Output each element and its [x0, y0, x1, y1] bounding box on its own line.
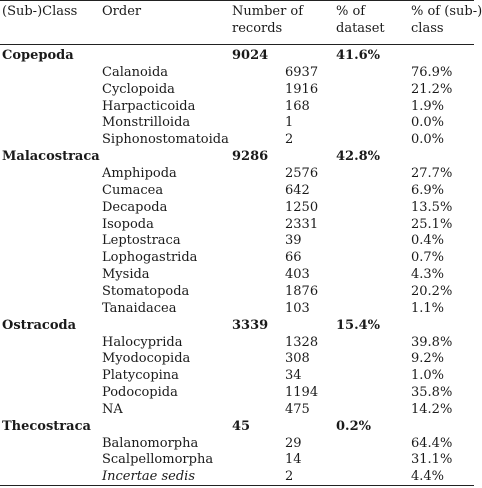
order-name: Balanomorpha	[102, 435, 199, 451]
order-records: 308	[285, 351, 310, 367]
order-records: 1	[285, 115, 294, 131]
order-pct-class: 27.7%	[411, 166, 453, 181]
order-name: Isopoda	[102, 216, 154, 232]
order-name: Halocyprida	[102, 334, 183, 350]
header-order: Order	[102, 4, 142, 19]
order-name: Calanoida	[102, 64, 169, 80]
order-records: 475	[285, 401, 310, 417]
order-name: Siphonostomatoida	[102, 132, 229, 148]
order-name: Lophogastrida	[102, 250, 198, 266]
order-records: 1194	[285, 385, 319, 400]
order-name: Cumacea	[102, 182, 164, 198]
header-pct-dataset-line1: % of	[336, 4, 366, 19]
order-pct-class: 76.9%	[411, 64, 453, 80]
order-pct-class: 1.9%	[411, 98, 445, 114]
order-pct-class: 4.4%	[411, 469, 445, 485]
order-records: 103	[285, 300, 310, 316]
order-records: 1876	[285, 283, 319, 299]
order-records: 14	[285, 452, 302, 468]
class-name: Copepoda	[2, 48, 74, 63]
order-pct-class: 14.2%	[411, 401, 453, 417]
order-pct-class: 25.1%	[411, 216, 453, 232]
order-name: Harpacticoida	[102, 98, 196, 114]
order-name: Monstrilloida	[102, 115, 191, 131]
header-pct-class-line2: class	[411, 21, 444, 36]
order-pct-class: 0.0%	[411, 115, 445, 131]
order-pct-class: 31.1%	[411, 452, 453, 468]
order-name: Cyclopoida	[102, 81, 175, 97]
order-pct-class: 9.2%	[411, 351, 445, 367]
header-pct-class-line1: % of (sub-)	[411, 4, 482, 19]
header-records-line2: records	[232, 21, 283, 36]
order-name: Mysida	[102, 267, 150, 283]
order-pct-class: 64.4%	[411, 435, 453, 451]
order-records: 6937	[285, 64, 319, 80]
order-pct-class: 0.7%	[411, 250, 445, 266]
order-name: Scalpellomorpha	[102, 452, 214, 468]
order-pct-class: 21.2%	[411, 81, 453, 97]
order-pct-class: 6.9%	[411, 182, 445, 198]
order-name: Platycopina	[102, 368, 179, 384]
order-name: Amphipoda	[102, 166, 177, 181]
header-records-line1: Number of	[232, 4, 304, 19]
order-pct-class: 1.1%	[411, 300, 445, 316]
top-rule	[0, 0, 474, 1]
bottom-rule	[0, 485, 474, 486]
order-name: Decapoda	[102, 199, 168, 215]
order-records: 1328	[285, 334, 319, 350]
class-records: 3339	[232, 317, 269, 333]
order-pct-class: 4.3%	[411, 267, 445, 283]
order-records: 403	[285, 267, 310, 283]
header-class: (Sub-)Class	[2, 4, 78, 19]
order-records: 2576	[285, 166, 319, 181]
order-records: 2	[285, 469, 294, 485]
class-name: Ostracoda	[2, 317, 77, 333]
order-name: NA	[102, 401, 123, 417]
class-pct-dataset: 41.6%	[336, 48, 381, 63]
class-records: 45	[232, 418, 251, 434]
order-pct-class: 20.2%	[411, 283, 453, 299]
order-name: Incertae sedis	[102, 469, 196, 485]
header-rule	[0, 44, 474, 45]
order-records: 34	[285, 368, 302, 384]
class-name: Malacostraca	[2, 149, 100, 165]
header-pct-dataset-line2: dataset	[336, 21, 385, 36]
order-name: Stomatopoda	[102, 283, 190, 299]
order-records: 39	[285, 233, 302, 249]
order-name: Leptostraca	[102, 233, 181, 249]
order-pct-class: 1.0%	[411, 368, 445, 384]
order-records: 2331	[285, 216, 319, 232]
order-records: 1916	[285, 81, 319, 97]
class-pct-dataset: 15.4%	[336, 317, 381, 333]
order-name: Myodocopida	[102, 351, 191, 367]
class-records: 9286	[232, 149, 269, 165]
class-name: Thecostraca	[2, 418, 91, 434]
order-records: 29	[285, 435, 302, 451]
order-records: 1250	[285, 199, 319, 215]
order-records: 642	[285, 182, 310, 198]
order-records: 2	[285, 132, 294, 148]
order-pct-class: 39.8%	[411, 334, 453, 350]
order-records: 66	[285, 250, 302, 266]
order-pct-class: 0.0%	[411, 132, 445, 148]
order-records: 168	[285, 98, 310, 114]
class-records: 9024	[232, 48, 269, 63]
class-pct-dataset: 42.8%	[336, 149, 381, 165]
class-pct-dataset: 0.2%	[336, 418, 371, 434]
order-pct-class: 13.5%	[411, 199, 453, 215]
order-pct-class: 0.4%	[411, 233, 445, 249]
order-name: Podocopida	[102, 385, 178, 400]
order-name: Tanaidacea	[102, 300, 177, 316]
order-pct-class: 35.8%	[411, 385, 453, 400]
